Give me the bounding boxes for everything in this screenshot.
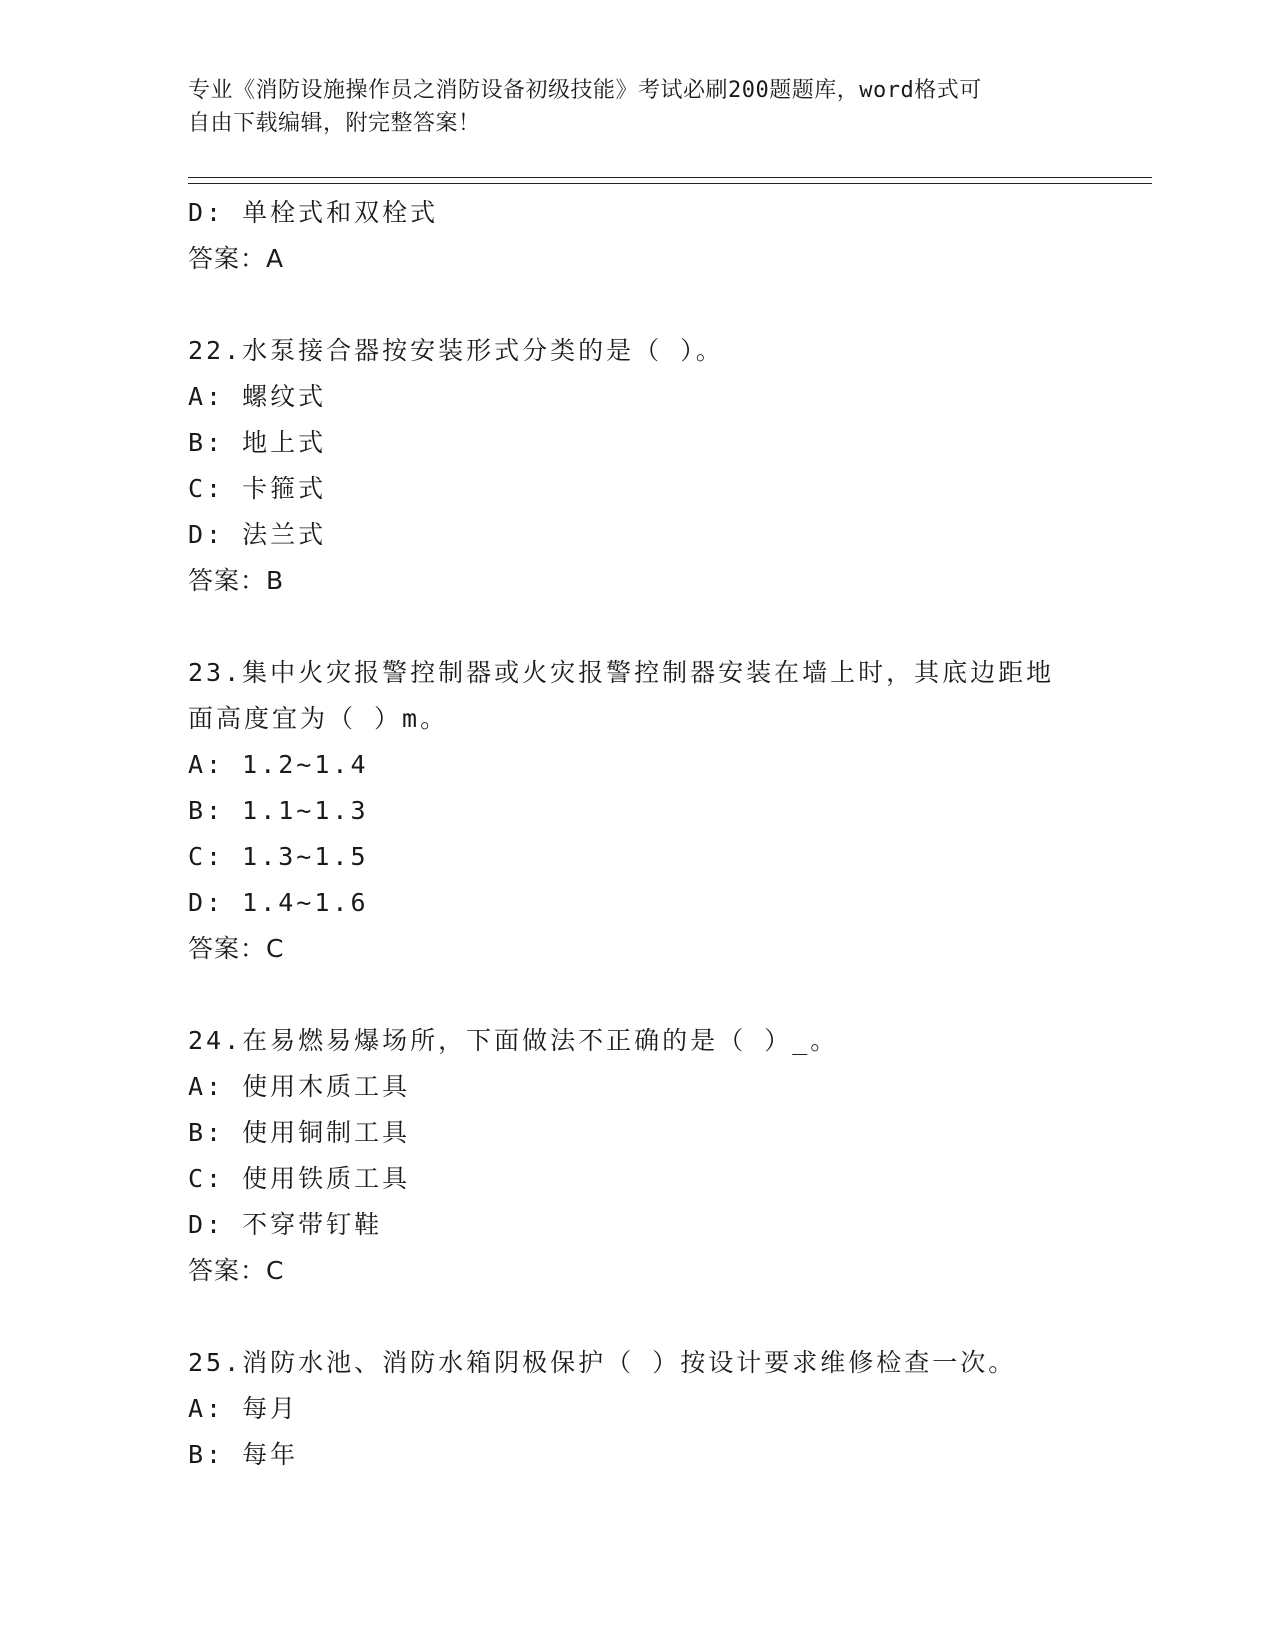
option-d: D: 1.4~1.6: [188, 888, 369, 917]
option-b: B: 地上式: [188, 428, 327, 457]
option-a: A: 1.2~1.4: [188, 750, 369, 779]
answer: 答案：A: [188, 244, 285, 273]
answer: 答案：C: [188, 1256, 285, 1285]
option-d: D: 不穿带钉鞋: [188, 1210, 383, 1239]
spacer: [188, 282, 1088, 328]
option-b: B: 1.1~1.3: [188, 796, 369, 825]
question-25: [188, 1340, 1088, 1478]
question-stem: 22.水泵接合器按安装形式分类的是（ ）。: [188, 336, 724, 365]
option-b: B: 使用铜制工具: [188, 1118, 411, 1147]
spacer: [188, 1294, 1088, 1340]
header-line-1: 专业《消防设施操作员之消防设备初级技能》考试必刷200题题库，word格式可: [188, 78, 982, 103]
option-d: D: 法兰式: [188, 520, 327, 549]
question-list: [188, 190, 1088, 1478]
question-21-tail: [188, 190, 1088, 282]
option-a: A: 使用木质工具: [188, 1072, 411, 1101]
option-c: C: 使用铁质工具: [188, 1164, 411, 1193]
document-header: [188, 74, 1068, 140]
option-c: C: 卡箍式: [188, 474, 327, 503]
question-22: [188, 328, 1088, 604]
question-24: [188, 1018, 1088, 1294]
spacer: [188, 604, 1088, 650]
question-stem-line-1: 23.集中火灾报警控制器或火灾报警控制器安装在墙上时，其底边距地: [188, 658, 1055, 687]
question-23: [188, 650, 1088, 972]
answer: 答案：C: [188, 934, 285, 963]
header-divider-top: [188, 177, 1152, 178]
option-c: C: 1.3~1.5: [188, 842, 369, 871]
question-stem-line-2: 面高度宜为（ ）m。: [188, 704, 449, 733]
answer: 答案：B: [188, 566, 285, 595]
header-line-2: 自由下载编辑，附完整答案！: [188, 111, 481, 136]
option-d: D: 单栓式和双栓式: [188, 198, 439, 227]
question-stem: 25.消防水池、消防水箱阴极保护（ ）按设计要求维修检查一次。: [188, 1348, 1017, 1377]
option-b: B: 每年: [188, 1440, 299, 1469]
spacer: [188, 972, 1088, 1018]
option-a: A: 每月: [188, 1394, 299, 1423]
header-divider-bottom: [188, 183, 1152, 184]
question-stem: 24.在易燃易爆场所，下面做法不正确的是（ ）_。: [188, 1026, 839, 1055]
option-a: A: 螺纹式: [188, 382, 327, 411]
